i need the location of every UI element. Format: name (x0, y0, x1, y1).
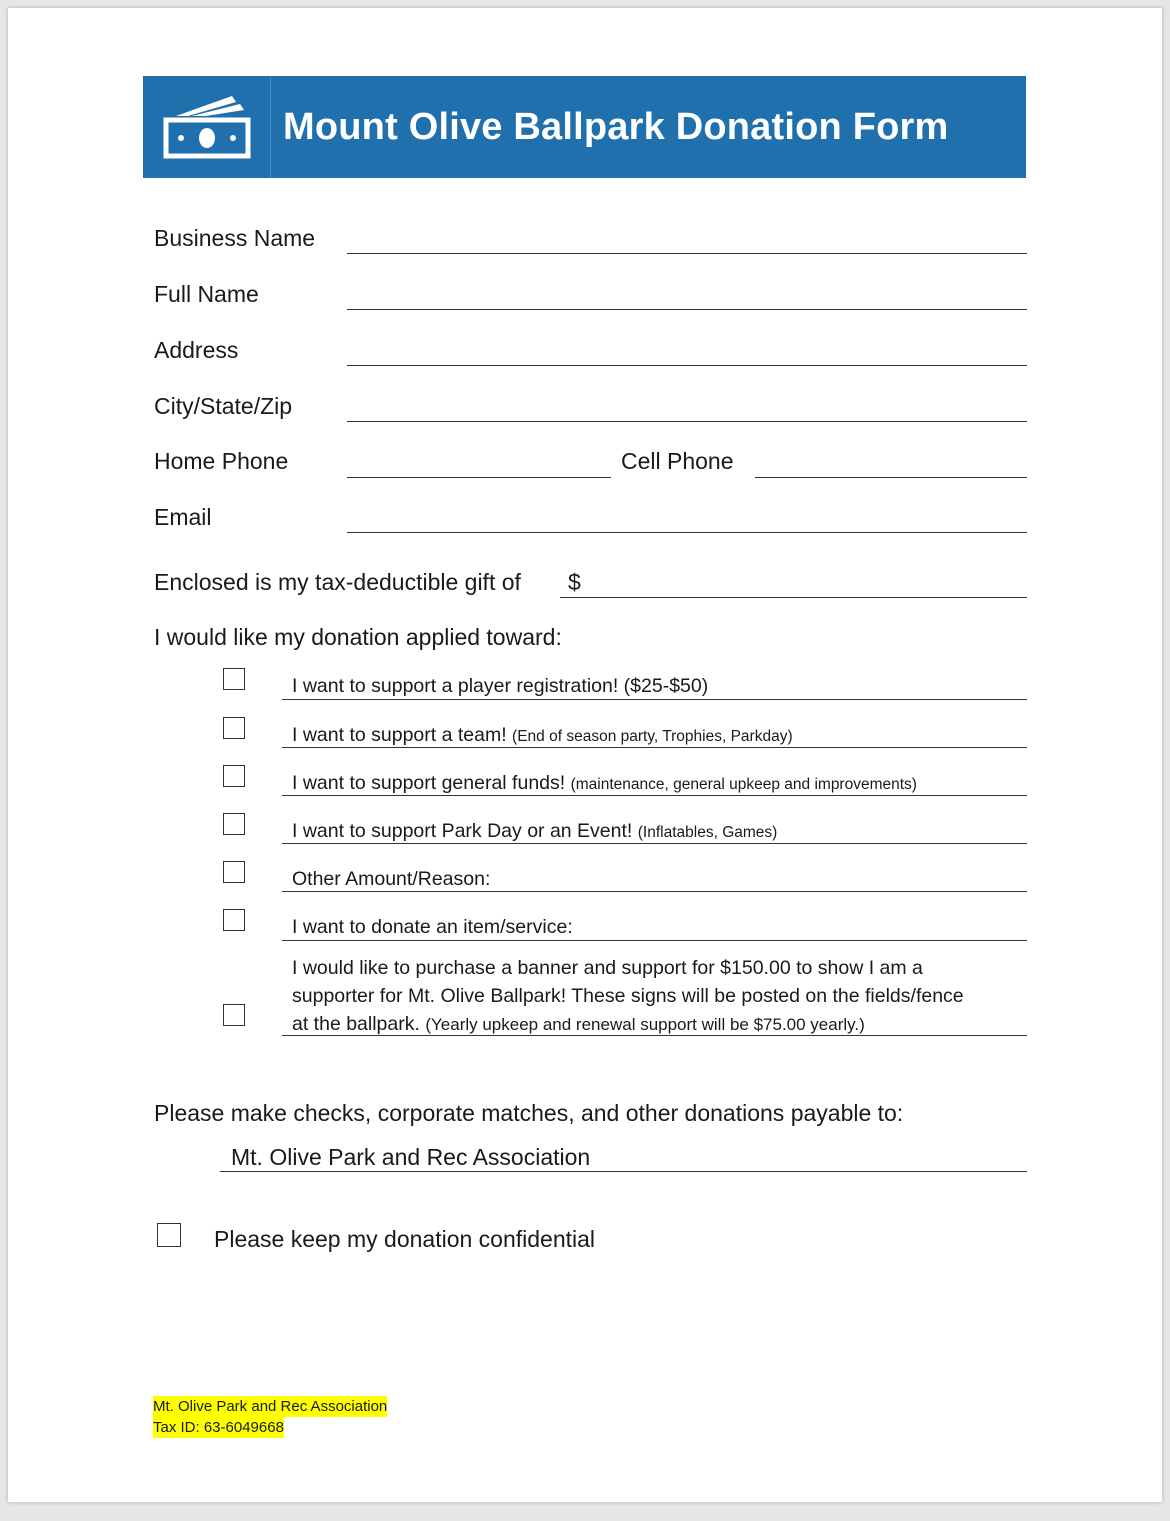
home-phone-label: Home Phone (154, 448, 289, 474)
option-label-park-day-event (292, 820, 777, 843)
option-checkbox-donate-item[interactable] (223, 909, 245, 931)
footer-tax-id: Tax ID: 63-6049668 (153, 1419, 284, 1436)
address-underline (347, 365, 1027, 366)
applied-toward-heading: I would like my donation applied toward: (154, 624, 562, 650)
option-label-banner (292, 954, 1022, 1039)
email-field[interactable] (348, 505, 1030, 533)
option-main-text: Other Amount/Reason: (292, 868, 491, 890)
option-note-text: (End of season party, Trophies, Parkday) (512, 728, 793, 745)
option-underline (282, 843, 1027, 844)
currency-symbol: $ (568, 569, 581, 595)
confidential-checkbox[interactable] (157, 1223, 181, 1247)
option-note-text: (Inflatables, Games) (637, 824, 778, 841)
payee-underline (220, 1171, 1027, 1172)
option-checkbox-banner[interactable] (223, 1004, 245, 1026)
form-header (143, 76, 1026, 178)
city-state-zip-label: City/State/Zip (154, 393, 293, 419)
banner-text-line-1: I would like to purchase a banner and support for $150.00 to show I am a (292, 957, 923, 979)
home-phone-field[interactable] (348, 449, 612, 477)
option-checkbox-team[interactable] (223, 717, 245, 739)
option-underline (282, 747, 1027, 748)
option-checkbox-park-day-event[interactable] (223, 813, 245, 835)
email-label: Email (154, 504, 212, 530)
option-label-general-funds (292, 772, 917, 795)
payable-to-label: Please make checks, corporate matches, and other donations payable to: (154, 1100, 904, 1126)
footer-org-name: Mt. Olive Park and Rec Association (153, 1398, 388, 1415)
city-state-zip-field[interactable] (348, 394, 1030, 422)
cell-phone-underline (755, 477, 1027, 478)
cell-phone-label: Cell Phone (621, 448, 734, 474)
option-checkbox-other-amount[interactable] (223, 861, 245, 883)
option-main-text: I want to support a player registration! ($25-$50) (292, 675, 709, 697)
banner-text-main: at the ballpark. (292, 1013, 420, 1035)
option-checkbox-player-registration[interactable] (223, 668, 245, 690)
option-main-text: I want to donate an item/service: (292, 916, 573, 938)
option-underline (282, 795, 1027, 796)
header-icon-cell (143, 76, 271, 178)
home-phone-underline (347, 477, 611, 478)
banner-text-line-2: supporter for Mt. Olive Ballpark! These signs will be posted on the fields/fence (292, 985, 964, 1007)
city-state-zip-underline (347, 421, 1027, 422)
option-label-player-registration (292, 675, 708, 698)
option-note-text: (maintenance, general upkeep and improvements) (570, 776, 917, 793)
banner-text-note: (Yearly upkeep and renewal support will be $75.00 yearly.) (425, 1015, 865, 1034)
full-name-underline (347, 309, 1027, 310)
cell-phone-field[interactable] (756, 449, 1030, 477)
full-name-label: Full Name (154, 281, 259, 307)
option-label-team (292, 724, 793, 747)
footer-info (153, 1396, 387, 1438)
option-checkbox-general-funds[interactable] (223, 765, 245, 787)
gift-amount-underline (560, 597, 1027, 598)
confidential-label: Please keep my donation confidential (214, 1226, 596, 1252)
business-name-underline (347, 253, 1027, 254)
address-label: Address (154, 337, 239, 363)
money-bills-icon (162, 94, 252, 160)
payee-name: Mt. Olive Park and Rec Association (231, 1144, 591, 1170)
email-underline (347, 532, 1027, 533)
option-main-text: I want to support a team! (292, 724, 507, 746)
option-main-text: I want to support general funds! (292, 772, 566, 794)
business-name-field[interactable] (348, 226, 1030, 254)
option-underline (282, 1035, 1027, 1036)
option-main-text: I want to support Park Day or an Event! (292, 820, 633, 842)
option-underline (282, 940, 1027, 941)
option-label-donate-item (292, 916, 573, 939)
form-title: Mount Olive Ballpark Donation Form (283, 105, 949, 148)
option-underline (282, 891, 1027, 892)
gift-label: Enclosed is my tax-deductible gift of (154, 569, 521, 595)
business-name-label: Business Name (154, 225, 316, 251)
full-name-field[interactable] (348, 282, 1030, 310)
address-field[interactable] (348, 338, 1030, 366)
option-underline (282, 699, 1027, 700)
option-label-other-amount (292, 868, 490, 891)
gift-amount-field[interactable] (590, 570, 1030, 598)
